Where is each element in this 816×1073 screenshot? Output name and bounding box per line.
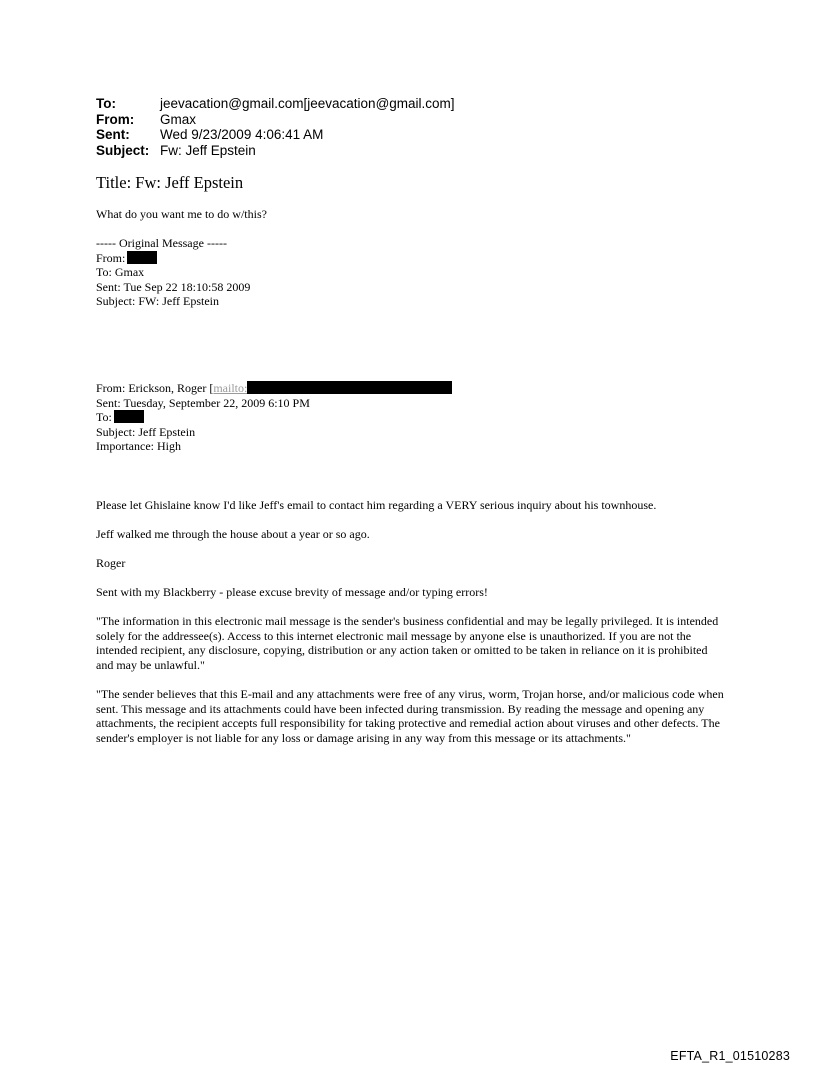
from-label: From: bbox=[96, 111, 135, 127]
forwarded-to-label: To: bbox=[96, 410, 112, 425]
header-to-row bbox=[96, 96, 455, 112]
body-paragraph-request: Please let Ghislaine know I'd like Jeff's email to contact him regarding a VERY serious inquiry about his townhouse. bbox=[96, 498, 657, 512]
original-separator: ----- Original Message ----- bbox=[96, 236, 227, 250]
header-from-row bbox=[96, 112, 455, 128]
body-paragraph-walkthrough: Jeff walked me through the house about a year or so ago. bbox=[96, 527, 370, 541]
document-id-footer: EFTA_R1_01510283 bbox=[670, 1049, 790, 1063]
forwarded-to-line bbox=[96, 410, 452, 425]
forwarded-from-line bbox=[96, 381, 452, 396]
body-blackberry-note: Sent with my Blackberry - please excuse brevity of message and/or typing errors! bbox=[96, 585, 488, 599]
forwarded-from-label: From: Erickson, Roger [ bbox=[96, 381, 214, 395]
redaction-box bbox=[247, 381, 452, 394]
forwarded-importance-line: Importance: High bbox=[96, 439, 181, 454]
reply-line: What do you want me to do w/this? bbox=[96, 207, 267, 221]
redaction-box bbox=[127, 251, 157, 264]
forwarded-subject-line: Subject: Jeff Epstein bbox=[96, 424, 196, 439]
original-from-label: From: bbox=[96, 250, 126, 265]
header-subject-row bbox=[96, 143, 455, 159]
original-subject-line: Subject: FW: Jeff Epstein bbox=[96, 294, 219, 309]
email-header bbox=[96, 96, 455, 158]
from-value: Gmax bbox=[160, 111, 197, 127]
original-sent-line: Sent: Tue Sep 22 18:10:58 2009 bbox=[96, 279, 251, 294]
redaction-box bbox=[114, 410, 144, 423]
to-value: jeevacation@gmail.com[jeevacation@gmail.com] bbox=[160, 96, 455, 111]
original-to-line: To: Gmax bbox=[96, 265, 145, 280]
header-sent-row bbox=[96, 127, 455, 143]
virus-disclaimer: "The sender believes that this E-mail and any attachments were free of any virus, worm, Trojan horse, and/or malicious code when sent. This message and its attachments could have been infected during transmission. By reading the message and opening any attachments, the recipient accepts full responsibility for taking protective and remedial action about viruses and other defects. The sender's employer is not liable for any loss or damage arising in any way from this message or its attachments." bbox=[96, 687, 724, 745]
email-title: Title: Fw: Jeff Epstein bbox=[96, 173, 244, 192]
body-signature: Roger bbox=[96, 556, 126, 570]
subject-value: Fw: Jeff Epstein bbox=[160, 142, 256, 158]
sent-value: Wed 9/23/2009 4:06:41 AM bbox=[160, 127, 324, 142]
sent-label: Sent: bbox=[96, 127, 130, 142]
forwarded-sent-line: Sent: Tuesday, September 22, 2009 6:10 PM bbox=[96, 395, 310, 410]
forwarded-message-block bbox=[96, 381, 452, 454]
confidentiality-disclaimer: "The information in this electronic mail message is the sender's business confidential and may be legally privileged. It is intended solely for the addressee(s). Access to this internet electronic mail message by anyone else is unauthorized. If you are not the intended recipient, any disclosure, copying, distribution or any action taken or omitted to be taken in reliance on it is prohibited and may be unlawful." bbox=[96, 614, 719, 672]
original-from-line bbox=[96, 251, 250, 266]
mailto-link[interactable]: mailto: bbox=[213, 381, 248, 395]
subject-label: Subject: bbox=[96, 142, 150, 158]
to-label: To: bbox=[96, 96, 116, 111]
original-message-block bbox=[96, 236, 250, 309]
